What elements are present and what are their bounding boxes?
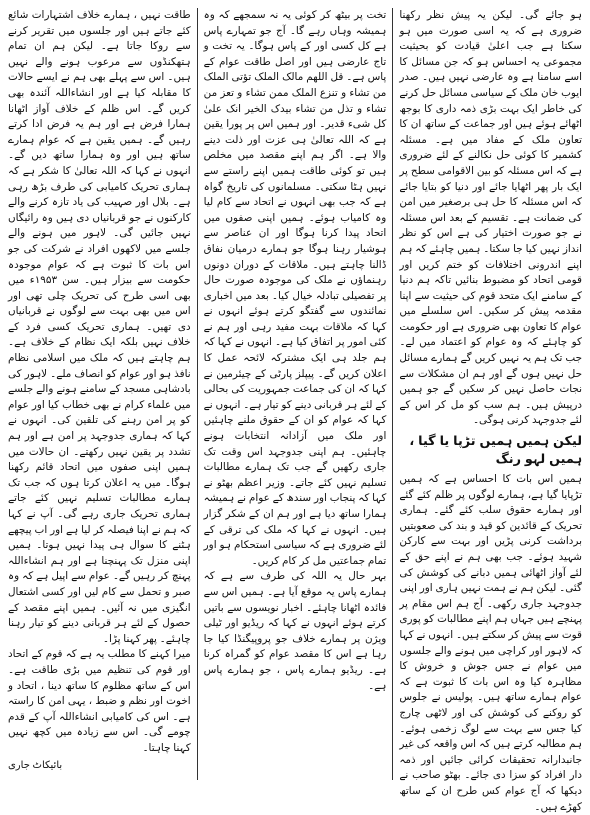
paragraph: طاقت نہیں ، ہمارے خلاف اشتہارات شائع کئے جاتے ہیں اور جلسوں میں تقریر کرنے سے روکا جاتا ہے۔ لیکن ہم ان تمام ہتھکنڈوں سے مرعوب ہونے والے نہیں ہیں۔ اس سے پہلے بھی ہم نے ایسے حالات کا مقابلہ کیا ہے اور انشاءاللہ آئندہ بھی کریں گے۔ اس ظلم کے خلاف آواز اٹھانا ہمارا فرض ہے اور ہم یہ فرض ادا کرتے رہیں گے۔ ہمیں یقین ہے کہ عوام ہمارے ساتھ ہیں اور وہ ہمارا ساتھ دیں گے۔ انہوں نے کہا کہ اللہ تعالیٰ کا شکر ہے کہ ہماری تحریک کامیابی کی طرف بڑھ رہی ہے۔ بلال اور صہیب کی یاد تازہ کرنے والے کارکنوں نے جو قربانیاں دی ہیں وہ رائیگاں نہیں جائیں گی۔ لاہور میں ہونے والے جلسے میں لاکھوں افراد نے شرکت کی جو اس بات کا ثبوت ہے کہ عوام موجودہ حکومت سے بیزار ہیں۔ سن ۱۹۵۳ء میں بھی اسی طرح کی تحریک چلی تھی اور اس میں بھی بہت سے لوگوں نے قربانیاں دی تھیں۔ ہماری تحریک کسی فرد کے خلاف نہیں بلکہ ایک نظام کے خلاف ہے۔ ہم چاہتے ہیں کہ ملک میں اسلامی نظام نافذ ہو اور عوام کو انصاف ملے۔ لاہور کی بادشاہی مسجد کے سامنے ہونے والے جلسے میں علماء کرام نے بھی خطاب کیا اور عوام کو پر امن رہنے کی تلقین کی۔ انہوں نے کہا کہ ہماری جدوجہد پر امن ہے اور ہم تشدد پر یقین نہیں رکھتے۔ ان حالات میں ہمیں اپنی صفوں میں اتحاد قائم رکھنا ہوگا۔ میں یہ اعلان کرتا ہوں کہ جب تک ہمارے مطالبات تسلیم نہیں کئے جاتے ہماری تحریک جاری رہے گی۔ آپ نے کہا کہ ہم نے اپنا فیصلہ کر لیا ہے اور اب پیچھے ہٹنے کا سوال ہی پیدا نہیں ہوتا۔ ہمیں اپنی منزل تک پہنچنا ہے اور ہم انشاءاللہ پہنچ کر رہیں گے۔ عوام سے اپیل ہے کہ وہ صبر و تحمل سے کام لیں اور کسی اشتعال انگیزی میں نہ آئیں۔ ہمیں اپنے مقصد کے حصول کے لئے ہر قربانی دینے کو تیار رہنا چاہئے۔ پھر کہنا پڑا۔ xyxy=(7,9,191,645)
signoff-text: بائیکاٹ جاری xyxy=(7,759,63,771)
paragraph: ہو جائے گی۔ لیکن یہ پیش نظر رکھنا ضروری ہے کہ یہ اسی صورت میں ہو سکتا ہے جب اعلیٰ قیادت کو بحیثیت مجموعی یہ احساس ہو کہ جن مسائل کا اسے سامنا ہے وہ عارضی نہیں ہیں۔ صدر ایوب خان ملک کے سیاسی مسائل حل کرنے کی خاطر ایک بہت بڑی ذمہ داری کا بوجھ اٹھائے ہوئے ہیں اور جماعت کے ساتھ ان کا تعاون ملک کے مفاد میں ہے۔ مسئلہ کشمیر کا کوئی حل نکالنے کے لئے ضروری ہے کہ اس مسئلہ کو بین الاقوامی سطح پر ایک بار پھر اٹھایا جائے اور دنیا کو بتایا جائے کہ اس مسئلہ کا حل ہی برصغیر میں امن کی ضمانت ہے۔ تقسیم کے بعد اس مسئلہ نے جو صورت اختیار کی ہے اس کو نظر انداز نہیں کیا جا سکتا۔ ہمیں چاہئے کہ ہم اپنے اندرونی اختلافات کو ختم کریں اور قومی اتحاد کو مضبوط بنائیں تاکہ ہم دنیا کے سامنے ایک متحد قوم کی حیثیت سے اپنا مقدمہ پیش کر سکیں۔ اس سلسلے میں عوام کا تعاون بھی ضروری ہے اور حکومت کو چاہئے کہ وہ عوام کو اعتماد میں لے۔ جب تک ہم یہ نہیں کریں گے ہمارے مسائل حل نہیں ہوں گے اور ہم ان مشکلات سے نجات حاصل نہیں کر سکیں گے جو ہمیں درپیش ہیں۔ ہم سب کو مل کر اس کے لئے جدوجہد کرنی ہوگی۔ xyxy=(399,9,582,427)
paragraph: ہمیں اس بات کا احساس ہے کہ ہمیں تڑپایا گیا ہے، ہمارے لوگوں پر ظلم کئے گئے اور ہمارے حقوق سلب کئے گئے۔ ہماری تحریک کے قائدین کو قید و بند کی صعوبتیں برداشت کرنی پڑیں اور بہت سے کارکن شہید ہوئے۔ جب بھی ہم نے اپنے حق کے لئے آواز اٹھائی ہمیں دبانے کی کوشش کی گئی۔ لیکن ہم نے ہمت نہیں ہاری اور اپنی جدوجہد جاری رکھی۔ آج ہم اس مقام پر پہنچے ہیں جہاں ہم اپنے مطالبات کو پوری قوت سے پیش کر سکتے ہیں۔ انہوں نے کہا کہ لاہور اور کراچی میں ہونے والے جلسوں میں عوام نے جس جوش و خروش کا مظاہرہ کیا وہ اس بات کا ثبوت ہے کہ عوام ہمارے ساتھ ہیں۔ پولیس نے جلوس کو روکنے کی کوشش کی اور لاٹھی چارج کیا جس سے بہت سے لوگ زخمی ہوئے۔ ہم مطالبہ کرتے ہیں کہ اس واقعہ کی غیر جانبدارانہ تحقیقات کرائی جائیں اور ذمہ دار افراد کو سزا دی جائے۔ بھٹو صاحب نے دیکھا کہ آج عوام کس طرح ان کے ساتھ کھڑے ہیں۔ xyxy=(399,473,582,813)
paragraph: میرا کہنے کا مطلب یہ ہے کہ قوم کے اتحاد اور قوم کی تنظیم میں بڑی طاقت ہے۔ اس کے ساتھ مظلوم کا ساتھ دینا ، اتحاد و اخوت اور نظم و ضبط ، یہی امن کا راستہ ہے۔ اس کی کامیابی انشاءاللہ آپ کے قدم چومے گی۔ اس سے زیادہ میں کچھ نہیں کہنا چاہتا۔ xyxy=(7,648,191,754)
column-right xyxy=(399,8,582,813)
section-subheading: لیکن ہمیں ہمیں تڑپا یا گیا ، ہمیں لہو رنگ xyxy=(409,434,582,468)
paragraph: بہر حال یہ اللہ کی طرف سے ہے کہ ہمارے پاس یہ موقع آیا ہے۔ ہمیں اس سے فائدہ اٹھانا چاہئے۔ اخبار نویسوں سے باتیں کرتے ہوئے انہوں نے کہا کہ ریڈیو اور ٹیلی ویژن پر ہمارے خلاف جو پروپیگنڈا کیا جا رہا ہے اس کا مقصد عوام کو گمراہ کرنا ہے۔ ریڈیو ہمارے پاس ، جو ہمارے پاس ہے۔ xyxy=(203,570,387,692)
column-left xyxy=(8,8,191,780)
column-middle xyxy=(204,8,387,780)
newspaper-page xyxy=(7,8,582,813)
paragraph: تخت پر بیٹھ کر کوئی یہ نہ سمجھے کہ وہ ہمیشہ وہاں رہے گا۔ آج جو تمہارے پاس ہے کل کسی اور کے پاس ہوگا۔ یہ تخت و تاج عارضی ہیں اور اصل طاقت عوام کے پاس ہے۔ قل اللھم مالک الملک تؤتی الملک من تشاء و تنزع الملک ممن تشاء و تعز من تشاء و تذل من تشاء بیدک الخیر انک علیٰ کل شیء قدیر۔ اور ہمیں اس پر پورا یقین ہے کہ اللہ تعالیٰ ہی عزت اور ذلت دینے والا ہے۔ اگر ہم اپنے مقصد میں مخلص ہیں تو کوئی طاقت ہمیں اپنے راستے سے نہیں ہٹا سکتی۔ مسلمانوں کی تاریخ گواہ ہے کہ جب بھی انہوں نے اتحاد سے کام لیا وہ کامیاب ہوئے۔ ہمیں اپنی صفوں میں اتحاد پیدا کرنا ہوگا اور ان عناصر سے ہوشیار رہنا ہوگا جو ہمارے درمیان نفاق ڈالنا چاہتے ہیں۔ ملاقات کے دوران دونوں رہنماؤں نے ملک کی موجودہ صورت حال پر تفصیلی تبادلہ خیال کیا۔ بعد میں اخباری نمائندوں سے گفتگو کرتے ہوئے انہوں نے کہا کہ ملاقات بہت مفید رہی اور ہم نے کئی امور پر اتفاق کیا ہے۔ انہوں نے کہا کہ ہم جلد ہی ایک مشترکہ لائحہ عمل کا اعلان کریں گے۔ پیپلز پارٹی کے چیئرمین نے کہا کہ ان کی جماعت جمہوریت کی بحالی کے لئے ہر قربانی دینے کو تیار ہے۔ انہوں نے کہا کہ عوام کو ان کے حقوق ملنے چاہئیں اور ملک میں آزادانہ انتخابات ہونے چاہئیں۔ ہم اپنی جدوجہد اس وقت تک جاری رکھیں گے جب تک ہمارے مطالبات تسلیم نہیں کئے جاتے۔ وزیر اعظم بھٹو نے کہا کہ پنجاب اور سندھ کے عوام نے ہمیشہ ہمارا ساتھ دیا ہے اور ہم ان کے شکر گزار ہیں۔ انہوں نے کہا کہ ملک کی ترقی کے لئے ضروری ہے کہ سیاسی استحکام ہو اور تمام جماعتیں مل کر کام کریں۔ xyxy=(203,9,387,567)
column-divider xyxy=(197,8,198,780)
column-divider xyxy=(392,8,393,780)
